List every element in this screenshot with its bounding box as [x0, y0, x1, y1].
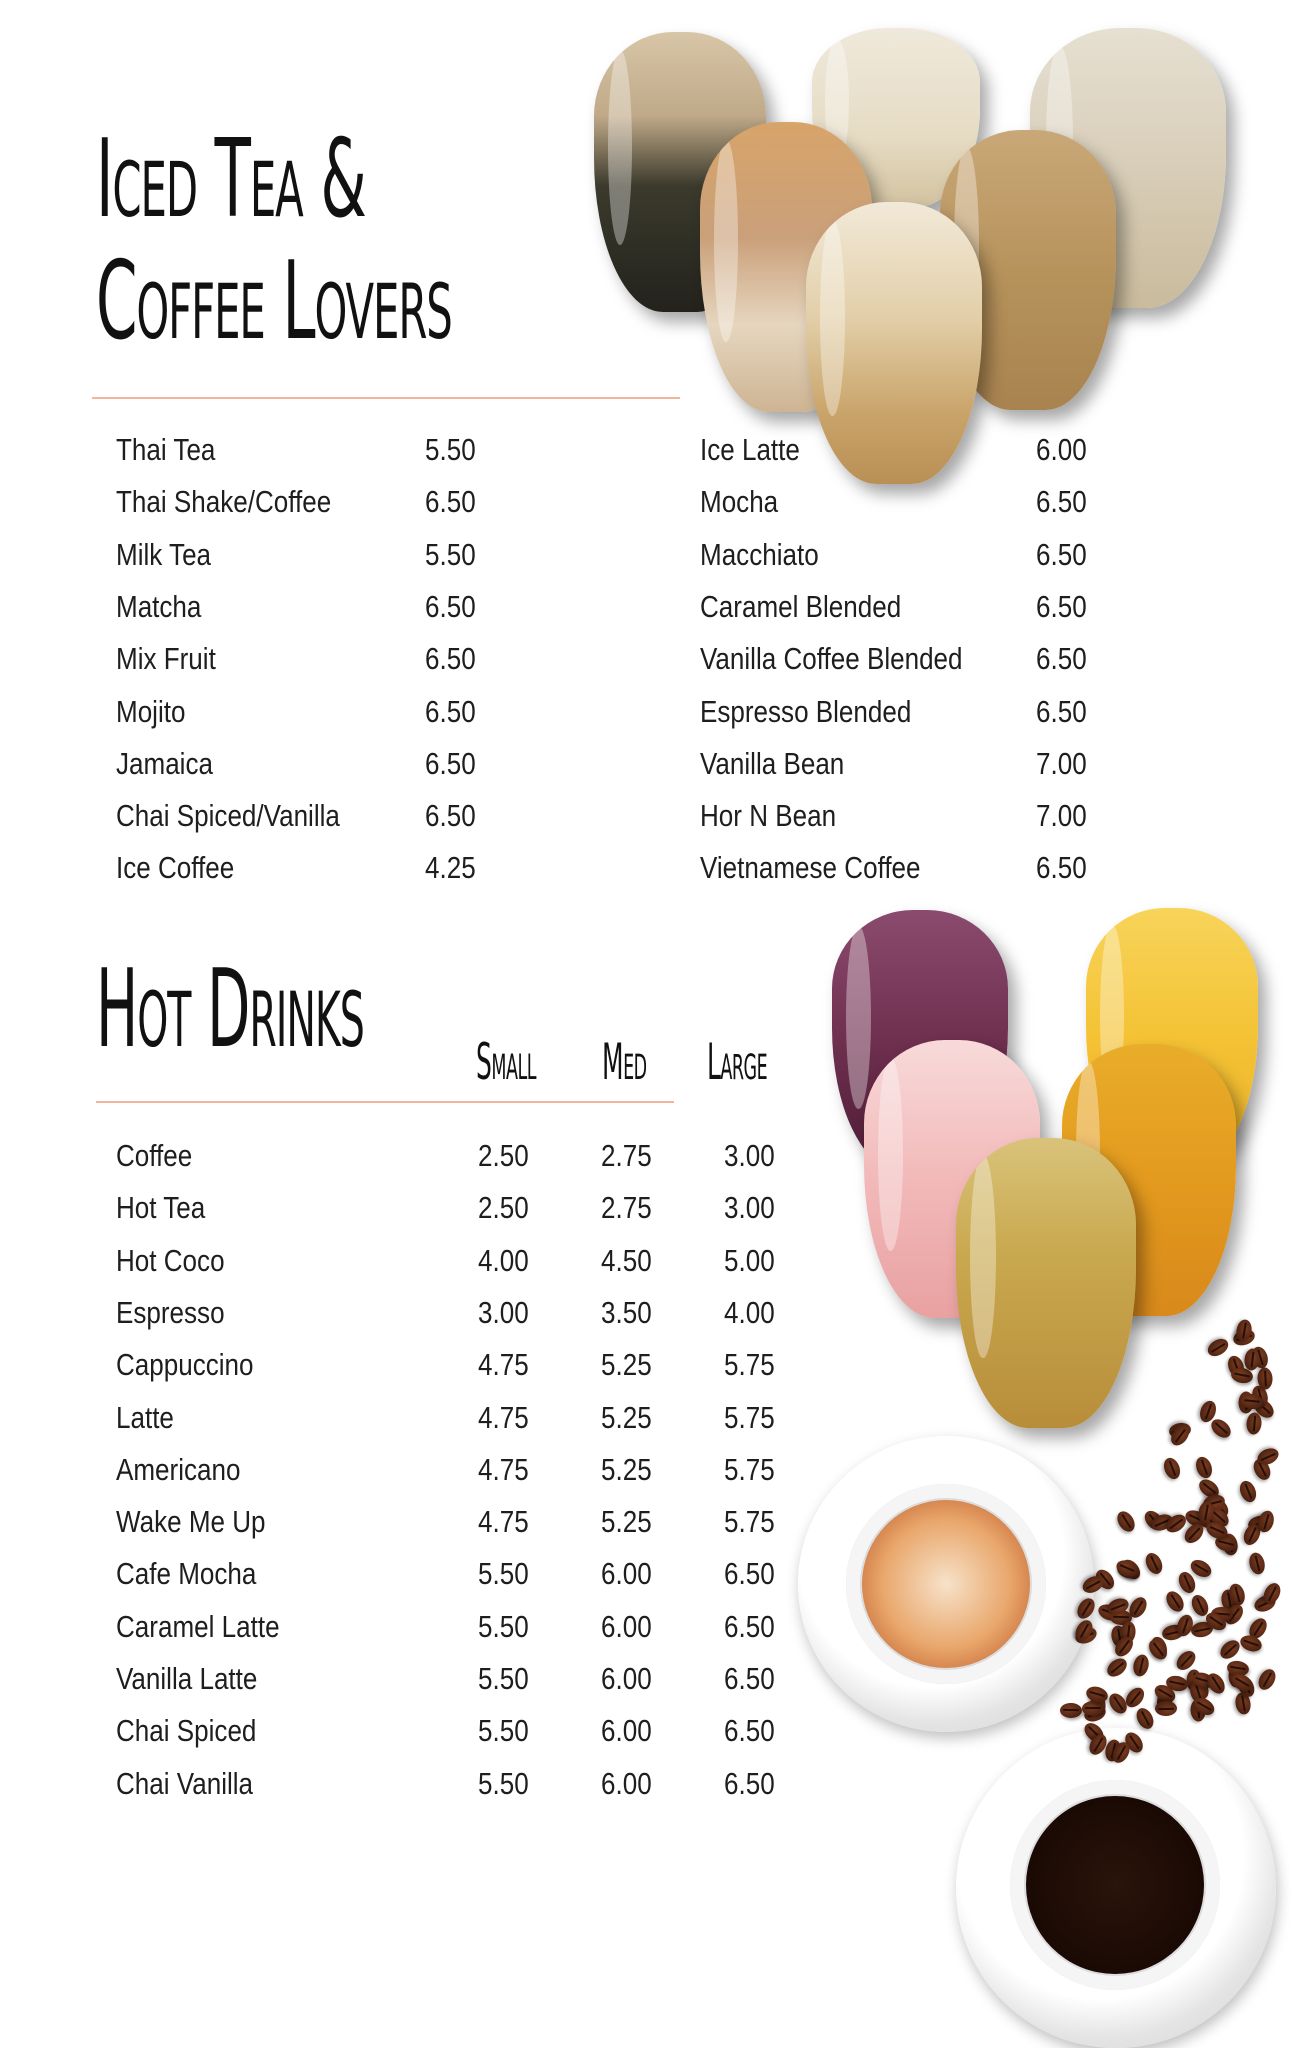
menu-item-price: 6.50 [1036, 641, 1087, 676]
hot-item-name: Hot Coco [116, 1243, 225, 1278]
iced-title-line2: Coffee Lovers [96, 239, 452, 364]
coffee-bean [1246, 1412, 1263, 1435]
hot-item-name: Hot Tea [116, 1190, 206, 1225]
menu-item-price: 5.50 [425, 537, 476, 572]
hot-item-name: Americano [116, 1452, 241, 1487]
menu-item-price: 6.50 [1036, 850, 1087, 885]
hot-item-name: Vanilla Latte [116, 1661, 258, 1696]
hot-item-price-med: 5.25 [601, 1347, 652, 1382]
hot-item-price-small: 4.75 [478, 1400, 529, 1435]
menu-item-name: Hor N Bean [700, 798, 837, 833]
coffee-bean [1255, 1666, 1279, 1693]
menu-item-price: 7.00 [1036, 798, 1087, 833]
hot-title: Hot Drinks [96, 947, 364, 1072]
hot-item-price-small: 5.50 [478, 1661, 529, 1696]
hot-item-price-large: 4.00 [724, 1295, 775, 1330]
hot-item-price-med: 2.75 [601, 1138, 652, 1173]
menu-item-price: 4.25 [425, 850, 476, 885]
hot-item-price-med: 3.50 [601, 1295, 652, 1330]
hot-divider [96, 1101, 674, 1103]
hot-item-price-med: 4.50 [601, 1243, 652, 1278]
menu-item-name: Espresso Blended [700, 694, 912, 729]
hot-item-price-large: 6.50 [724, 1556, 775, 1591]
menu-item-name: Ice Latte [700, 432, 800, 467]
hot-item-price-large: 6.50 [724, 1766, 775, 1801]
coffee-bean [1145, 1636, 1170, 1663]
hot-item-name: Chai Vanilla [116, 1766, 254, 1801]
hot-item-price-large: 6.50 [724, 1609, 775, 1644]
hot-item-price-med: 6.00 [601, 1713, 652, 1748]
coffee-bean [1060, 1703, 1082, 1718]
hot-item-name: Latte [116, 1400, 174, 1435]
coffee-bean [1104, 1655, 1131, 1681]
hot-item-name: Espresso [116, 1295, 225, 1330]
menu-item-price: 6.50 [425, 641, 476, 676]
hot-item-price-large: 5.75 [724, 1347, 775, 1382]
hot-item-price-small: 5.50 [478, 1713, 529, 1748]
iced-title-line1: Iced Tea & [96, 117, 366, 242]
iced-divider [92, 397, 680, 399]
hot-item-price-small: 4.75 [478, 1452, 529, 1487]
hot-item-price-small: 5.50 [478, 1766, 529, 1801]
menu-item-name: Ice Coffee [116, 850, 235, 885]
hot-item-price-med: 6.00 [601, 1661, 652, 1696]
hot-item-price-small: 2.50 [478, 1190, 529, 1225]
hot-item-name: Cappuccino [116, 1347, 254, 1382]
menu-item-name: Vietnamese Coffee [700, 850, 921, 885]
hot-item-price-small: 4.75 [478, 1504, 529, 1539]
menu-item-name: Mocha [700, 484, 779, 519]
coffee-bean [1163, 1588, 1187, 1615]
hot-item-price-small: 5.50 [478, 1556, 529, 1591]
coffee-bean [1257, 1367, 1273, 1390]
menu-item-name: Milk Tea [116, 537, 212, 572]
hot-item-price-small: 3.00 [478, 1295, 529, 1330]
hot-item-price-large: 3.00 [724, 1190, 775, 1225]
coffee-bean [1131, 1653, 1151, 1678]
coffee-bean [1082, 1701, 1104, 1716]
menu-item-name: Vanilla Coffee Blended [700, 641, 963, 676]
menu-item-name: Caramel Blended [700, 589, 902, 624]
hot-item-name: Chai Spiced [116, 1713, 257, 1748]
menu-item-price: 6.50 [1036, 484, 1087, 519]
hot-item-price-med: 6.00 [601, 1609, 652, 1644]
menu-item-name: Matcha [116, 589, 202, 624]
menu-item-name: Thai Tea [116, 432, 216, 467]
coffee-bean [1133, 1705, 1157, 1731]
coffee-bean [1193, 1455, 1215, 1481]
coffee-bean [1155, 1701, 1177, 1716]
menu-item-price: 5.50 [425, 432, 476, 467]
hot-item-price-large: 5.75 [724, 1452, 775, 1487]
menu-item-price: 6.50 [1036, 589, 1087, 624]
hot-item-price-med: 6.00 [601, 1556, 652, 1591]
hot-item-price-med: 5.25 [601, 1400, 652, 1435]
menu-item-name: Mojito [116, 694, 186, 729]
hot-item-price-med: 2.75 [601, 1190, 652, 1225]
size-header-large: Large [707, 1033, 768, 1091]
menu-item-name: Jamaica [116, 746, 213, 781]
menu-item-price: 6.50 [425, 798, 476, 833]
menu-item-name: Macchiato [700, 537, 819, 572]
hot-item-price-med: 5.25 [601, 1452, 652, 1487]
hot-item-price-large: 5.75 [724, 1400, 775, 1435]
hot-item-name: Cafe Mocha [116, 1556, 257, 1591]
menu-item-price: 7.00 [1036, 746, 1087, 781]
size-header-med: Med [602, 1033, 647, 1091]
coffee-bean [1237, 1478, 1259, 1504]
coffee-bean [1205, 1335, 1232, 1359]
menu-item-price: 6.50 [425, 589, 476, 624]
menu-item-name: Chai Spiced/Vanilla [116, 798, 340, 833]
hot-item-price-large: 6.50 [724, 1661, 775, 1696]
hot-item-name: Caramel Latte [116, 1609, 280, 1644]
menu-item-price: 6.50 [425, 694, 476, 729]
coffee-bean [1247, 1551, 1267, 1576]
menu-item-price: 6.50 [1036, 537, 1087, 572]
menu-item-name: Vanilla Bean [700, 746, 845, 781]
size-header-small: Small [476, 1033, 536, 1091]
coffee-bean [1143, 1550, 1166, 1576]
hot-item-price-large: 5.75 [724, 1504, 775, 1539]
menu-item-price: 6.50 [1036, 694, 1087, 729]
menu-item-price: 6.50 [425, 746, 476, 781]
hot-item-price-med: 6.00 [601, 1766, 652, 1801]
hot-item-price-large: 3.00 [724, 1138, 775, 1173]
menu-item-name: Mix Fruit [116, 641, 216, 676]
hot-item-price-small: 5.50 [478, 1609, 529, 1644]
hot-item-name: Wake Me Up [116, 1504, 266, 1539]
menu-item-price: 6.50 [425, 484, 476, 519]
coffee-bean [1114, 1508, 1138, 1535]
hot-item-price-large: 5.00 [724, 1243, 775, 1278]
menu-item-name: Thai Shake/Coffee [116, 484, 332, 519]
hot-item-price-small: 4.75 [478, 1347, 529, 1382]
hot-item-name: Coffee [116, 1138, 193, 1173]
hot-item-price-small: 4.00 [478, 1243, 529, 1278]
hot-item-price-small: 2.50 [478, 1138, 529, 1173]
hot-item-price-med: 5.25 [601, 1504, 652, 1539]
hot-item-price-large: 6.50 [724, 1713, 775, 1748]
coffee-bean [1161, 1456, 1183, 1482]
menu-item-price: 6.00 [1036, 432, 1087, 467]
